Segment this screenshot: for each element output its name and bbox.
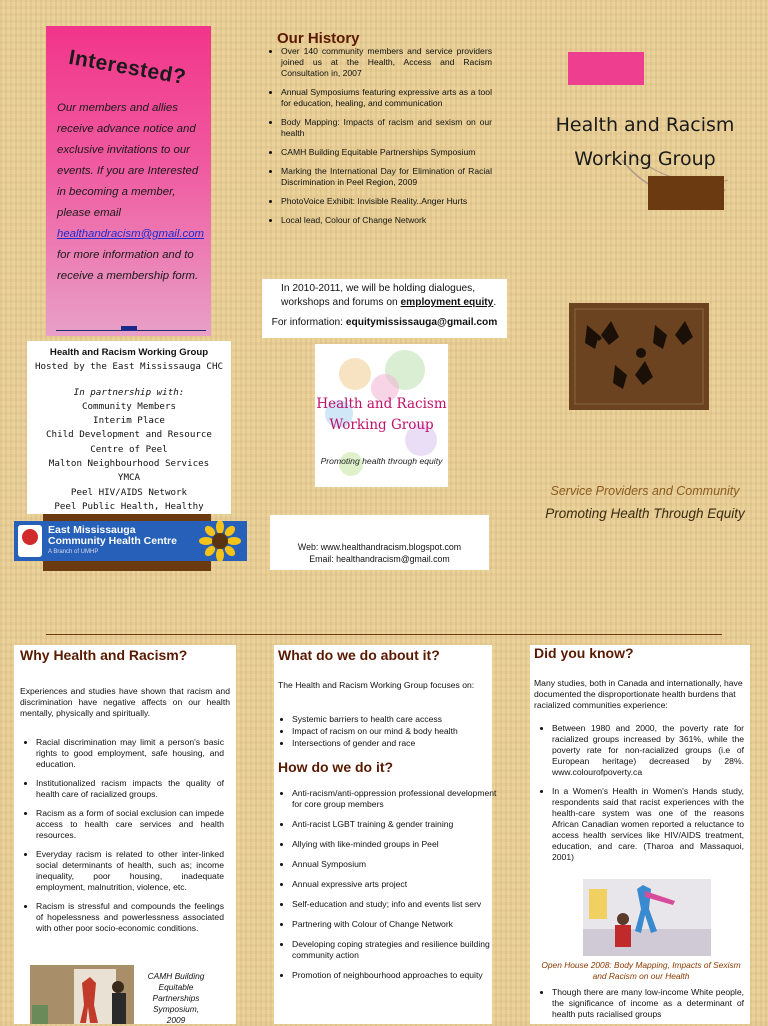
membership-email-link[interactable]: healthandracism@gmail.com xyxy=(57,228,205,240)
history-item: • Body Mapping: Impacts of racism and sexism on our health xyxy=(281,117,492,139)
open-house-caption: Open House 2008: Body Mapping, Impacts of Sexism and Racism on our Health xyxy=(541,960,741,981)
dialogues-period: . xyxy=(493,297,497,308)
history-item: • Annual Symposiums featuring expressive arts as a tool for education, healing, and communication xyxy=(281,87,492,109)
partners-box xyxy=(27,341,231,514)
butterfly-icon xyxy=(569,303,709,410)
cover-title xyxy=(540,108,750,176)
how-item: • Partnering with Colour of Change Network xyxy=(292,919,504,930)
cover-title-line1: Health and Racism xyxy=(555,114,735,136)
symposium-caption: CAMH Building Equitable Partnerships Symposium, 2009 xyxy=(147,971,205,1025)
symposium-photo xyxy=(30,965,134,1024)
interested-body xyxy=(57,98,205,287)
center-logo-line2: Working Group xyxy=(329,417,434,433)
why-item: • Racism is stressful and compounds the feelings of hopelessness and powerlessness associated with other poor socio-economic conditions. xyxy=(36,901,224,934)
know-intro: Many studies, both in Canada and internationally, have documented the disproportionate health burdens that racialized communities experience: xyxy=(534,678,743,710)
emchc-line3: A Branch of UMHP xyxy=(48,549,99,555)
why-item: • Institutionalized racism impacts the quality of health care of racialized groups. xyxy=(36,778,224,800)
partners-in-partnership: In partnership with: xyxy=(73,386,185,398)
history-list xyxy=(270,46,492,234)
cover-subtitle-1: Service Providers and Community xyxy=(550,484,740,498)
divider-mark xyxy=(121,326,137,331)
why-title: Why Health and Racism? xyxy=(20,647,188,663)
why-item: • Racism as a form of social exclusion can impede access to health care services and health resources. xyxy=(36,808,224,841)
history-item: • Marking the International Day for Elimination of Racial Discrimination in Peel Region, 2009 xyxy=(281,166,492,188)
employment-equity-link[interactable]: employment equity xyxy=(400,297,494,308)
focus-item: • Systemic barriers to health care access xyxy=(292,714,504,725)
how-item: • Annual Symposium xyxy=(292,859,504,870)
center-logo-title xyxy=(315,394,448,436)
interested-text-after: for more information and to receive a membership form. xyxy=(57,249,199,282)
how-item: • Annual expressive arts project xyxy=(292,879,504,890)
know-panel xyxy=(530,645,750,1024)
interested-panel xyxy=(46,26,211,336)
how-title: How do we do it? xyxy=(278,759,394,775)
info-email[interactable]: equitymississauga@gmail.com xyxy=(345,317,498,328)
center-logo-tagline: Promoting health through equity xyxy=(320,456,443,466)
how-item: • Promotion of neighbourhood approaches to equity xyxy=(292,970,504,981)
brown-strip xyxy=(43,561,211,571)
history-item: • Over 140 community members and service providers joined us at the Health, Access and Racism Consultation in, 2007 xyxy=(281,46,492,79)
web-link[interactable]: Web: www.healthandracism.blogspot.com xyxy=(297,542,462,552)
partners-title: Health and Racism Working Group xyxy=(49,347,209,358)
partner-item: Child Development and Resource Centre of Peel xyxy=(46,429,212,455)
emchc-logo-text xyxy=(48,525,177,547)
dialogues-text-before: In 2010-2011, we will be holding dialogues, workshops and forums on xyxy=(281,283,476,308)
how-item: • Developing coping strategies and resilience building community action xyxy=(292,939,504,961)
emchc-line1: East Mississauga xyxy=(48,524,136,536)
open-house-photo xyxy=(583,879,711,956)
how-item: • Allying with like-minded groups in Peel xyxy=(292,839,504,850)
partner-item: Interim Place xyxy=(93,415,165,427)
focus-item: • Impact of racism on our mind & body health xyxy=(292,726,504,737)
partner-item: Peel Public Health, Healthy xyxy=(54,500,204,512)
emchc-line2: Community Health Centre xyxy=(48,535,177,547)
partner-item: Community Members xyxy=(81,400,177,412)
interested-text-before: Our members and allies receive advance notice and exclusive invitations to our events. If you are Interested in becoming a member, please email xyxy=(57,102,199,219)
history-title: Our History xyxy=(277,30,360,47)
what-intro: The Health and Racism Working Group focuses on: xyxy=(278,680,475,690)
dialogues-info xyxy=(262,316,507,330)
interested-title: Interested? xyxy=(66,45,188,90)
cover-pink-block xyxy=(568,52,644,85)
why-intro: Experiences and studies have shown that racism and discrimination have negative affects on our health mentally, physically and spiritually. xyxy=(20,686,230,718)
know-item: • Though there are many low-income White people, the significance of income as a determinant of health puts racialised groups xyxy=(552,987,744,1020)
cover-subtitle-2: Promoting Health Through Equity xyxy=(545,506,745,521)
brown-strip xyxy=(43,514,211,521)
page-divider xyxy=(46,634,722,635)
know-title: Did you know? xyxy=(534,645,634,661)
cover-brown-block xyxy=(648,176,724,210)
why-item: • Racial discrimination may limit a person's basic rights to good employment, safe housing, and education. xyxy=(36,737,224,770)
focus-item: • Intersections of gender and race xyxy=(292,738,504,749)
dialogues-box xyxy=(262,279,507,338)
contact-box xyxy=(270,515,489,570)
history-item: • CAMH Building Equitable Partnerships Symposium xyxy=(281,147,492,158)
partners-hosted: Hosted by the East Mississauga CHC xyxy=(34,361,224,373)
partner-item: YMCA xyxy=(117,472,141,484)
know-item: • In a Women's Health in Women's Hands study, respondents said that racist experiences with the health-care system was one of the reasons African Canadian women reported a reluctance to access health services like HIV/AIDS treatment, education, and care. (Tharoa and Massaquoi, 2001) xyxy=(552,786,744,863)
history-item: • PhotoVoice Exhibit: Invisible Reality..Anger Hurts xyxy=(281,196,492,207)
sunflower-icon xyxy=(194,521,246,561)
partner-item: Malton Neighbourhood Services xyxy=(48,458,210,470)
email-link[interactable]: Email: healthandracism@gmail.com xyxy=(309,554,450,564)
what-panel xyxy=(274,645,497,1024)
dialogues-text xyxy=(281,282,501,310)
center-logo-line1: Health and Racism xyxy=(316,396,447,412)
emchc-logo-icon xyxy=(18,525,42,557)
cover-title-line2: Working Group xyxy=(574,148,716,170)
why-item: • Everyday racism is related to other inter-linked social determinants of health, such as; income inequality, poor housing, inadequate employment, malnutrition, violence, etc. xyxy=(36,849,224,893)
partner-item: Peel HIV/AIDS Network xyxy=(70,486,188,498)
info-label: For information: xyxy=(271,317,343,328)
how-item: • Anti-racist LGBT training & gender training xyxy=(292,819,504,830)
how-item: • Anti-racism/anti-oppression professional development for core group members xyxy=(292,788,504,810)
what-title: What do we do about it? xyxy=(278,647,440,663)
center-logo xyxy=(315,344,448,487)
how-item: • Self-education and study; info and events list serv xyxy=(292,899,504,910)
history-item: • Local lead, Colour of Change Network xyxy=(281,215,492,226)
know-item: • Between 1980 and 2000, the poverty rate for racialized groups increased by 361%, while the poverty rate for non-racialized groups (i.e of European heritage) decreased by 28%. www.colourofpoverty.ca xyxy=(552,723,744,778)
